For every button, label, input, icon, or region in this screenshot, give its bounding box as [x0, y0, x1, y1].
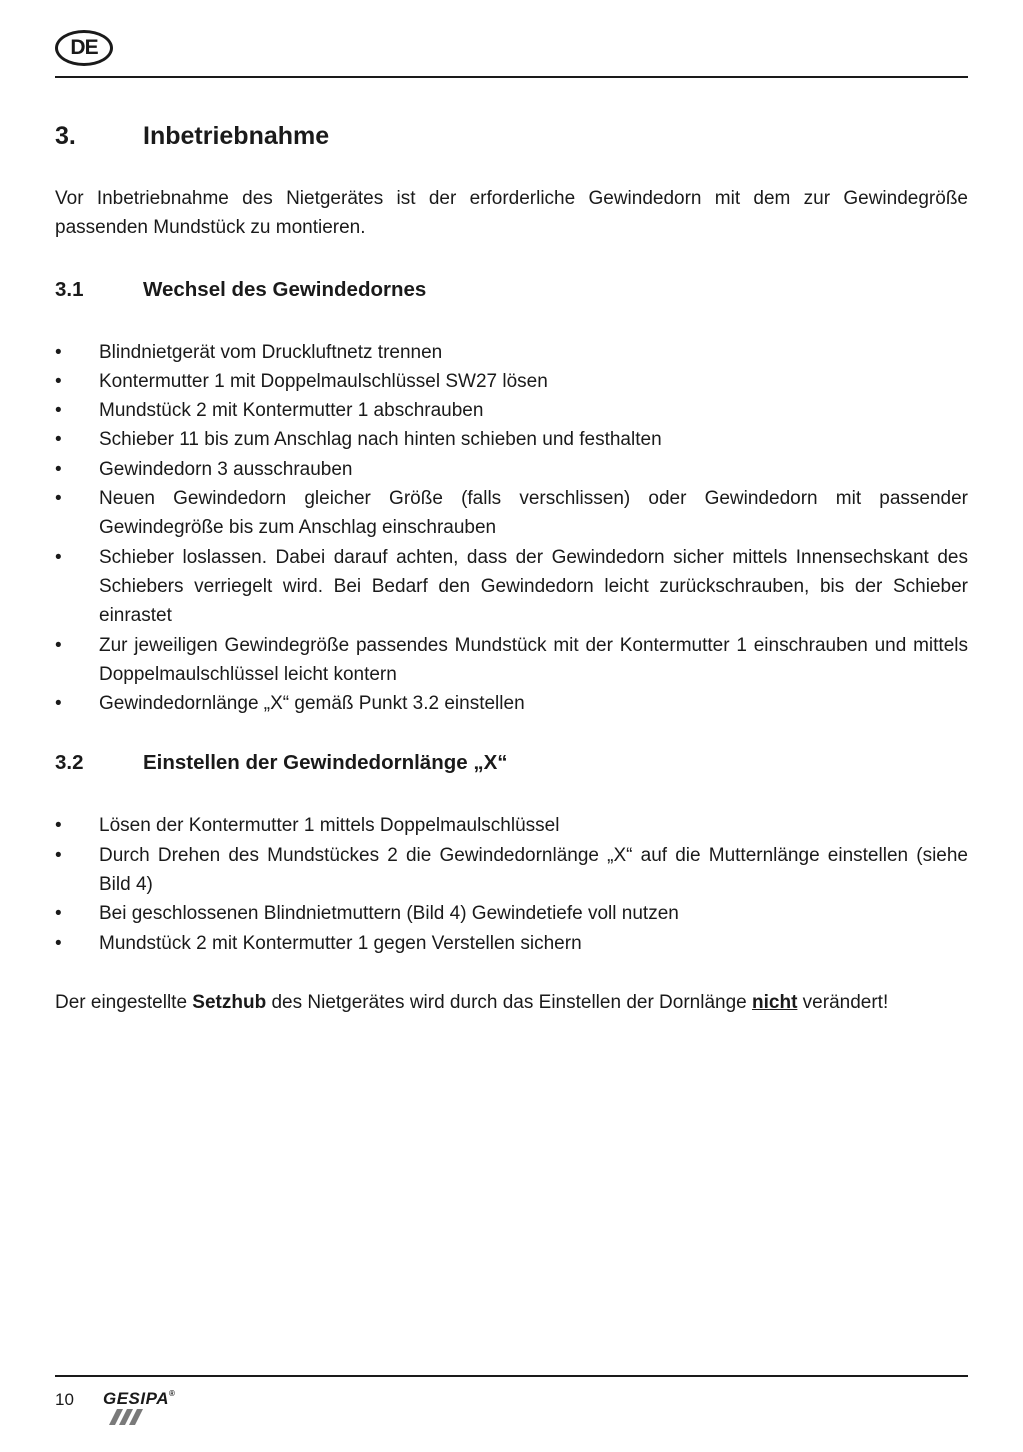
- list-item: • Gewindedorn 3 ausschrauben: [55, 455, 968, 484]
- bullet-icon: •: [55, 488, 62, 510]
- bullet-icon: •: [55, 844, 62, 866]
- list-item: • Zur jeweiligen Gewindegröße passendes Mundstück mit der Kontermutter 1 einschrauben und mittels Doppelmaulschlüssel leicht kontern: [55, 631, 968, 690]
- subsection-number: 3.2: [55, 751, 84, 775]
- setzhub-term: Setzhub: [192, 991, 267, 1013]
- bullet-icon: •: [55, 693, 62, 715]
- language-badge-label: DE: [70, 36, 98, 59]
- page-content: [55, 118, 968, 1017]
- list-item: • Schieber 11 bis zum Anschlag nach hinten schieben und festhalten: [55, 425, 968, 454]
- list-item: • Mundstück 2 mit Kontermutter 1 abschrauben: [55, 396, 968, 425]
- list-item: • Durch Drehen des Mundstückes 2 die Gewindedornlänge „X“ auf die Mutternlänge einstellen (siehe Bild 4): [55, 841, 968, 900]
- page-number: 10: [55, 1390, 74, 1409]
- bullet-icon: •: [55, 370, 62, 392]
- list-item: • Blindnietgerät vom Druckluftnetz trennen: [55, 338, 968, 367]
- section-number: 3.: [55, 121, 76, 150]
- gesipa-logo: [103, 1389, 203, 1427]
- header-divider: [55, 76, 968, 78]
- bullet-icon: •: [55, 429, 62, 451]
- footer-divider: [55, 1375, 968, 1377]
- language-badge: [55, 30, 113, 66]
- subsection-title: Wechsel des Gewindedornes: [143, 277, 427, 301]
- list-item: • Neuen Gewindedorn gleicher Größe (falls verschlissen) oder Gewindedorn mit passender Gewindegröße bis zum Anschlag einschrauben: [55, 484, 968, 543]
- subsection-heading-3-1: [55, 275, 968, 305]
- setzhub-note: Der eingestellte Setzhub des Nietgerätes wird durch das Einstellen der Dornlänge nicht verändert!: [55, 991, 889, 1013]
- logo-stripes-icon: [109, 1409, 149, 1425]
- registered-mark: ®: [168, 1389, 176, 1398]
- list-item: • Kontermutter 1 mit Doppelmaulschlüssel SW27 lösen: [55, 367, 968, 396]
- subsection-heading-3-2: [55, 748, 968, 778]
- logo-text: GESIPA: [103, 1389, 169, 1408]
- bullet-icon: •: [55, 903, 62, 925]
- bullet-icon: •: [55, 932, 62, 954]
- bullet-icon: •: [55, 341, 62, 363]
- list-item: • Gewindedornlänge „X“ gemäß Punkt 3.2 einstellen: [55, 689, 968, 718]
- subsection-title: Einstellen der Gewindedornlänge „X“: [143, 751, 508, 775]
- section-title: Inbetriebnahme: [143, 121, 330, 150]
- nicht-emphasis: nicht: [752, 991, 798, 1013]
- bullet-icon: •: [55, 400, 62, 422]
- bullet-list-3-1: [55, 338, 968, 719]
- list-item: • Mundstück 2 mit Kontermutter 1 gegen Verstellen sichern: [55, 929, 968, 958]
- bullet-icon: •: [55, 815, 62, 837]
- bullet-icon: •: [55, 634, 62, 656]
- list-item: • Schieber loslassen. Dabei darauf achten, dass der Gewindedorn sicher mittels Innensechskant des Schiebers verriegelt wird. Bei Bedarf den Gewindedorn leicht zurückschrauben, bis der Schieber einrastet: [55, 543, 968, 631]
- list-item: • Lösen der Kontermutter 1 mittels Doppelmaulschlüssel: [55, 811, 968, 840]
- section-intro: Vor Inbetriebnahme des Nietgerätes ist der erforderliche Gewindedorn mit dem zur Gewindegröße passenden Mundstück zu montieren.: [55, 188, 968, 239]
- list-item: • Bei geschlossenen Blindnietmuttern (Bild 4) Gewindetiefe voll nutzen: [55, 899, 968, 928]
- bullet-list-3-2: [55, 811, 968, 957]
- bullet-icon: •: [55, 458, 62, 480]
- bullet-icon: •: [55, 546, 62, 568]
- section-heading: [55, 118, 968, 154]
- subsection-number: 3.1: [55, 277, 84, 301]
